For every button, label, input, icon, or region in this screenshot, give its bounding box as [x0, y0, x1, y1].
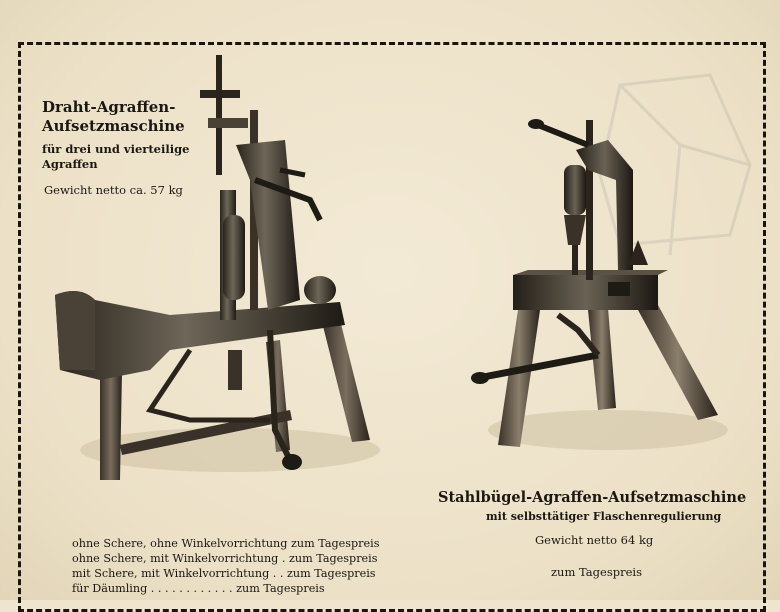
left-title-line1: Draht-Agraffen-: [42, 98, 176, 116]
left-subtitle-line1: für drei und vierteilige: [42, 142, 190, 156]
left-machine-subtitle: [42, 142, 189, 172]
right-machine-price: zum Tagespreis: [551, 565, 642, 579]
left-subtitle-line2: Agraffen: [42, 157, 98, 171]
left-machine-price-list: [72, 536, 379, 596]
price-list-item: für Däumling . . . . . . . . . . . . zum Tagespreis: [72, 582, 325, 595]
left-machine-weight: Gewicht netto ca. 57 kg: [44, 183, 183, 197]
left-machine-title: [42, 98, 185, 136]
right-machine-subtitle: mit selbsttätiger Flaschenregulierung: [486, 510, 722, 523]
right-machine-weight: Gewicht netto 64 kg: [535, 533, 654, 547]
right-machine-title: Stahlbügel-Agraffen-Aufsetzmaschine: [438, 489, 747, 506]
price-list-item: ohne Schere, mit Winkelvorrichtung . zum Tagespreis: [72, 552, 378, 565]
price-list-item: mit Schere, mit Winkelvorrichtung . . zum Tagespreis: [72, 567, 376, 580]
steel-bracket-agraffe-machine-illustration: [468, 110, 728, 455]
left-title-line2: Aufsetzmaschine: [42, 117, 185, 135]
price-list-item: ohne Schere, ohne Winkelvorrichtung zum Tagespreis: [72, 537, 380, 550]
